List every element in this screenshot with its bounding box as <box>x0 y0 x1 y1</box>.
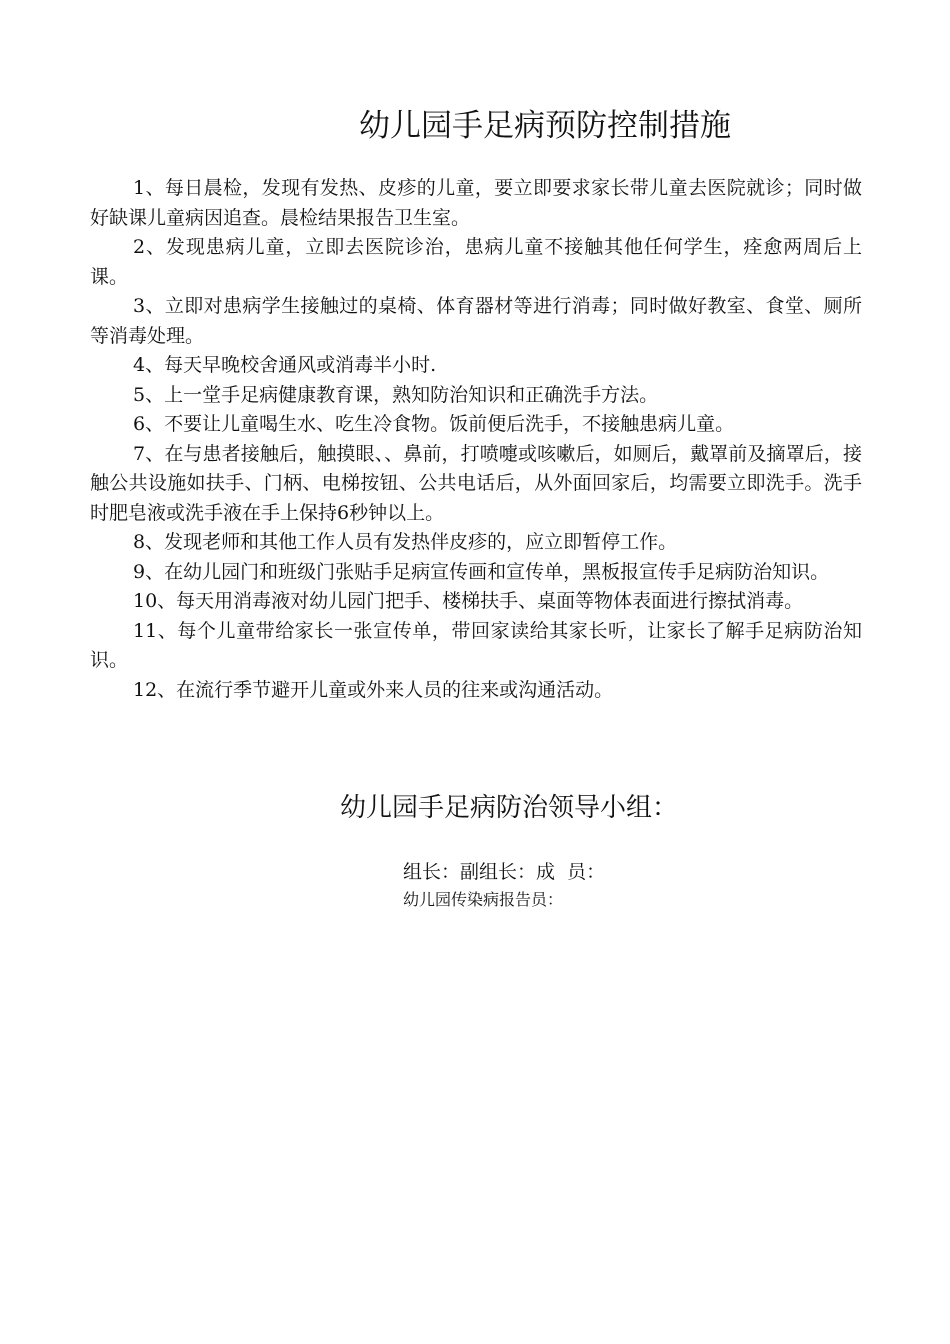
measure-item: 9、在幼儿园门和班级门张贴手足病宣传画和宣传单，黑板报宣传手足病防治知识。 <box>133 560 830 583</box>
measure-item: 1、每日晨检，发现有发热、皮疹的儿童，要立即要求家长带儿童去医院就诊；同时做好缺课儿童病因追查。晨检结果报告卫生室。 <box>90 177 862 229</box>
measure-item: 11、每个儿童带给家长一张宣传单，带回家读给其家长听，让家长了解手足病防治知识。 <box>90 619 862 671</box>
measure-item: 10、每天用消毒液对幼儿园门把手、楼梯扶手、桌面等物体表面进行擦拭消毒。 <box>133 590 804 612</box>
measure-item: 7、在与患者接触后，触摸眼、、鼻前，打喷嚏或咳嗽后，如厕后，戴罩前及摘罩后，接触公共设施如扶手、门柄、电梯按钮、公共电话后，从外面回家后，均需要立即洗手。洗手时肥皂液或洗手液在手上保持6秒钟以上。 <box>90 442 862 524</box>
group-title: 幼儿园手足病防治领导小组： <box>339 793 678 823</box>
measure-item: 4、每天早晚校舍通风或消毒半小时. <box>133 354 437 376</box>
group-roles: 组长：副组长：成 员： <box>403 861 606 883</box>
measure-item: 8、发现老师和其他工作人员有发热伴皮疹的，应立即暂停工作。 <box>133 531 678 553</box>
document-title: 幼儿园手足病预防控制措施 <box>359 108 731 144</box>
measure-item: 12、在流行季节避开儿童或外来人员的往来或沟通活动。 <box>133 678 614 701</box>
measure-item: 3、立即对患病学生接触过的桌椅、体育器材等进行消毒；同时做好教室、食堂、厕所等消毒处理。 <box>90 295 862 347</box>
reporter-line: 幼儿园传染病报告员： <box>403 890 564 909</box>
measure-item: 5、上一堂手足病健康教育课，熟知防治知识和正确洗手方法。 <box>133 383 659 406</box>
measures-list <box>90 174 862 705</box>
measure-item: 6、不要让儿童喝生水、吃生冷食物。饭前便后洗手，不接触患病儿童。 <box>133 413 735 435</box>
measure-item: 2、发现患病儿童，立即去医院诊治，患病儿童不接触其他任何学生，痊愈两周后上课。 <box>90 236 862 288</box>
